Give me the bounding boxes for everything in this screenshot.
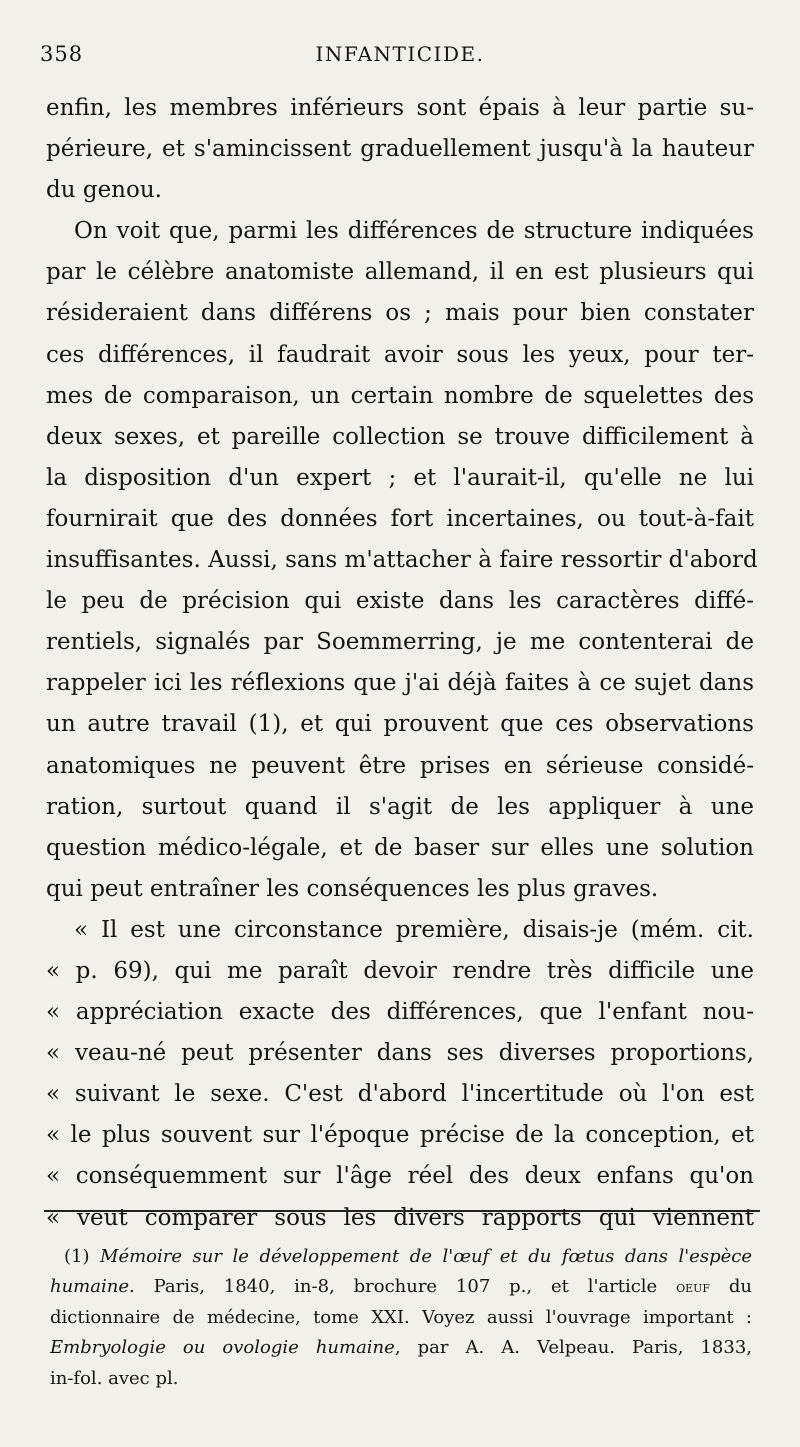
body-text [46,88,758,1239]
quote-line: « veut comparer sous les divers rapports qui viennent [46,1204,754,1231]
text-line: un autre travail (1), et qui prouvent que ces observations [46,711,754,738]
text-line: question médico-légale, et de baser sur elles une solution [46,834,754,861]
footnote-marker: (1) [64,1246,90,1267]
footnote-book-title: Embryologie ou ovologie humaine [50,1337,395,1359]
footnote-line: in-fol. avec pl. [50,1367,179,1389]
text-line: la disposition d'un expert ; et l'aurait-il, qu'elle ne lui [46,464,754,491]
text-line: le peu de précision qui existe dans les caractères diffé- [46,588,754,615]
text-line: résideraient dans différens os ; mais pour bien constater [46,300,754,327]
footnote [50,1242,752,1394]
footnote-line: dictionnaire de médecine, tome XXI. Voyez aussi l'ouvrage important : [50,1306,752,1328]
text-line: rappeler ici les réflexions que j'ai déjà faites à ce sujet dans [46,670,754,697]
text-line: enfin, les membres inférieurs sont épais à leur partie su- [46,95,754,121]
text-line: deux sexes, et pareille collection se trouve difficilement à [46,423,754,450]
text-line: anatomiques ne peuvent être prises en sérieuse considé- [46,752,754,779]
footnote-line [50,1333,752,1363]
footnote-title-cont: humaine. [50,1276,135,1298]
quote-line: « Il est une circonstance première, disais-je (mém. cit. [74,916,754,943]
footnote-text: du [710,1276,752,1298]
quote-line: « appréciation exacte des différences, que l'enfant nou- [46,999,754,1026]
footnote-title: Mémoire sur le développement de l'œuf et du fœtus dans l'espèce [100,1246,752,1267]
page-header [40,36,760,72]
footnote-text: Paris, 1840, in-8, brochure 107 p., et l'article [134,1276,658,1298]
quote-line: « p. 69), qui me paraît devoir rendre très difficile une [46,957,754,984]
footnote-divider [44,1210,760,1212]
footnote-line [50,1272,752,1302]
running-title: INFANTICIDE. [315,42,485,66]
text-line: ration, surtout quand il s'agit de les appliquer à une [46,793,754,820]
quote-line: « veau-né peut présenter dans ses diverses proportions, [46,1040,754,1067]
footnote-line [50,1242,752,1272]
footnote-text: , par A. A. Velpeau. Paris, 1833, [394,1337,752,1359]
text-line: qui peut entraîner les conséquences les plus graves. [46,875,659,902]
text-line: rentiels, signalés par Soemmerring, je me contenterai de [46,629,754,656]
text-line: insuffisantes. Aussi, sans m'attacher à faire ressortir d'abord [46,547,758,574]
text-line: par le célèbre anatomiste allemand, il en est plusieurs qui [46,259,754,286]
text-line: fournirait que des données fort incertaines, ou tout-à-fait [46,505,754,532]
text-line: On voit que, parmi les différences de structure indiquées [74,218,754,245]
quote-line: « le plus souvent sur l'époque précise de la conception, et [46,1122,754,1149]
page-number: 358 [40,42,84,66]
footnote-smallcaps: oeuf [676,1278,711,1297]
quote-line: « conséquemment sur l'âge réel des deux enfans qu'on [46,1163,754,1190]
text-line: périeure, et s'amincissent graduellement jusqu'à la hauteur [46,136,754,163]
text-line: ces différences, il faudrait avoir sous les yeux, pour ter- [46,341,754,368]
text-line: du genou. [46,177,162,204]
text-line: mes de comparaison, un certain nombre de squelettes des [46,382,754,409]
quote-line: « suivant le sexe. C'est d'abord l'incertitude où l'on est [46,1081,754,1108]
